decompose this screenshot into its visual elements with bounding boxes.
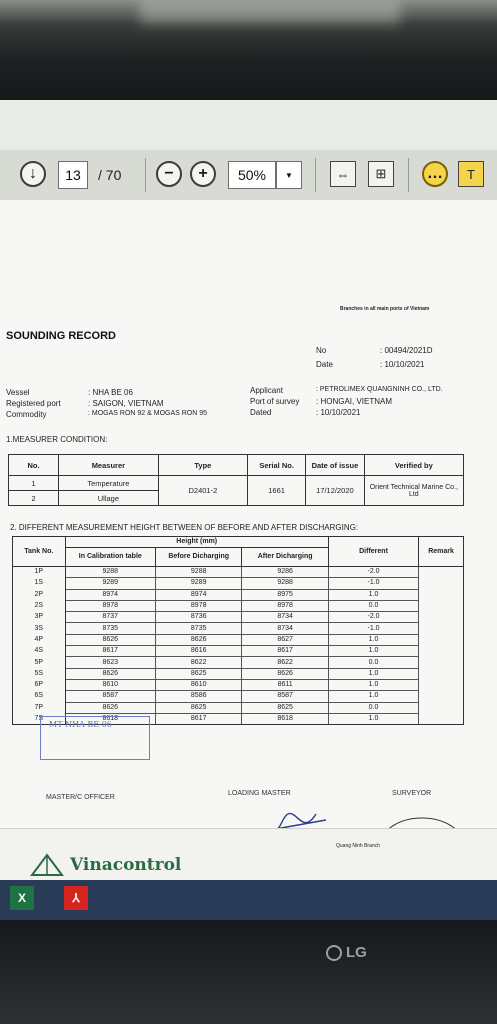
table-cell: 1.0 [328, 634, 418, 645]
table-row [13, 646, 464, 657]
fit-width-button[interactable] [330, 161, 356, 187]
table-cell: 8978 [155, 600, 241, 611]
table-cell: 2S [13, 600, 66, 611]
cell-remark [419, 612, 464, 623]
table-cell: 8617 [65, 646, 155, 657]
table-cell: 9288 [155, 567, 241, 578]
no-value: : 00494/2021D [380, 346, 433, 355]
table-cell: 1.0 [328, 713, 418, 724]
commodity-label: Commodity [6, 410, 47, 419]
applicant-value: : PETROLIMEX QUANGNINH CO., LTD. [316, 386, 443, 393]
table-cell: 8618 [242, 713, 328, 724]
cell-remark [419, 578, 464, 589]
table-cell: 1.0 [328, 589, 418, 600]
table-cell: 8625 [155, 702, 241, 713]
table-cell: 8974 [65, 589, 155, 600]
cell-remark [419, 679, 464, 690]
survey-port-value: : HONGAI, VIETNAM [316, 397, 393, 406]
header-before: Before Dicharging [155, 548, 241, 567]
header-cell: Measurer [59, 455, 159, 476]
table-cell: 8626 [65, 634, 155, 645]
cell-remark [419, 657, 464, 668]
table-cell: 4P [13, 634, 66, 645]
table-cell: 7S [13, 713, 66, 724]
zoom-level-input[interactable]: 50% [228, 161, 276, 189]
cell-verified-by: Orient Technical Marine Co., Ltd [364, 476, 463, 506]
toolbar-separator [145, 158, 146, 192]
excel-icon: X [17, 891, 26, 905]
table-header-row [13, 537, 464, 548]
table-cell: 8623 [65, 657, 155, 668]
table-cell: 3S [13, 623, 66, 634]
cell-remark [419, 623, 464, 634]
table-cell: 8586 [155, 691, 241, 702]
zoom-dropdown-button[interactable] [276, 161, 302, 189]
table-row [13, 623, 464, 634]
table-row [13, 578, 464, 589]
table-cell: 9288 [242, 578, 328, 589]
header-cell: Serial No. [248, 455, 306, 476]
cell-remark [419, 702, 464, 713]
table-cell: 9288 [65, 567, 155, 578]
text-tool-button[interactable] [458, 161, 484, 187]
table-cell: 0.0 [328, 702, 418, 713]
fit-width-icon: ⇔ [336, 166, 350, 182]
table-cell: 8617 [242, 646, 328, 657]
table-cell: 8626 [155, 634, 241, 645]
pdf-toolbar [0, 150, 497, 201]
table-cell: 8737 [65, 612, 155, 623]
zoom-in-button[interactable] [190, 161, 216, 187]
table-cell: -1.0 [328, 623, 418, 634]
header-tank: Tank No. [13, 537, 66, 567]
lg-logo-icon [326, 945, 342, 961]
loading-master-label: LOADING MASTER [228, 790, 291, 797]
vinacontrol-logo-icon [30, 853, 64, 877]
cell-remark [419, 600, 464, 611]
page-total: / 70 [98, 167, 122, 183]
table-cell: 8734 [242, 612, 328, 623]
table-cell: 8617 [155, 713, 241, 724]
table-cell: 8622 [242, 657, 328, 668]
light-glare [140, 0, 400, 24]
table-cell: 0.0 [328, 657, 418, 668]
table-cell: 8611 [242, 679, 328, 690]
measurer-table [8, 454, 464, 506]
table-cell: 1P [13, 567, 66, 578]
dated-label: Dated [250, 408, 272, 417]
applicant-label: Applicant [250, 386, 283, 395]
table-cell: 1.0 [328, 691, 418, 702]
cell-serial: 1661 [248, 476, 306, 506]
table-cell: 1.0 [328, 679, 418, 690]
cell-remark [419, 691, 464, 702]
table-cell: 8626 [65, 702, 155, 713]
header-cell: Date of issue [306, 455, 365, 476]
cell-date-issue: 17/12/2020 [306, 476, 365, 506]
table-cell: 8736 [155, 612, 241, 623]
port-label: Registered port [6, 399, 61, 408]
comment-button[interactable] [422, 161, 448, 187]
vessel-stamp [40, 716, 150, 760]
table-cell: 8974 [155, 589, 241, 600]
cell-remark [419, 589, 464, 600]
table-cell: 9286 [242, 567, 328, 578]
cell-type: D2401-2 [158, 476, 247, 506]
table-cell: 4S [13, 646, 66, 657]
cell-no: 1 [9, 476, 59, 491]
table-row [13, 589, 464, 600]
cell-no: 2 [9, 491, 59, 506]
table-cell: 5P [13, 657, 66, 668]
cell-measurer: Ullage [59, 491, 159, 506]
table-cell: 6S [13, 691, 66, 702]
table-cell: -2.0 [328, 612, 418, 623]
pdf-page [0, 200, 497, 920]
table-cell: 8587 [242, 691, 328, 702]
no-label: No [316, 346, 327, 355]
table-header-row [9, 455, 464, 476]
acrobat-taskbar-button[interactable] [64, 886, 88, 910]
table-cell: -1.0 [328, 578, 418, 589]
table-cell: 8625 [242, 702, 328, 713]
table-row [13, 691, 464, 702]
page-number-input[interactable]: 13 [58, 161, 88, 189]
table-cell: 8618 [65, 713, 155, 724]
monitor-top-bezel [0, 0, 497, 100]
table-cell: 7P [13, 702, 66, 713]
table-cell: 6P [13, 679, 66, 690]
cell-remark [419, 567, 464, 578]
table-cell: 1S [13, 578, 66, 589]
chevron-down-icon: ▼ [285, 170, 293, 180]
table-row [13, 668, 464, 679]
table-cell: 0.0 [328, 600, 418, 611]
table-cell: 8978 [65, 600, 155, 611]
table-cell: 2P [13, 589, 66, 600]
table-cell: 8627 [242, 634, 328, 645]
table-cell: 9289 [155, 578, 241, 589]
table-cell: 8975 [242, 589, 328, 600]
date-label: Date [316, 360, 333, 369]
text-tool-icon: T [467, 166, 475, 182]
table-row [13, 702, 464, 713]
port-value: : SAIGON, VIETNAM [88, 399, 164, 408]
header-cell: Type [158, 455, 247, 476]
table-cell: 3P [13, 612, 66, 623]
arrow-down-icon: ↓ [29, 165, 37, 182]
fit-page-button[interactable] [368, 161, 394, 187]
table-row [13, 679, 464, 690]
table-cell: 8610 [155, 679, 241, 690]
table-cell: 8587 [65, 691, 155, 702]
table-cell: 8622 [155, 657, 241, 668]
toolbar-separator [408, 158, 409, 192]
plus-icon: + [198, 165, 208, 182]
section1-title: 1.MEASURER CONDITION: [6, 435, 108, 444]
table-cell: 8978 [242, 600, 328, 611]
table-cell: 1.0 [328, 668, 418, 679]
surveyor-label: SURVEYOR [392, 790, 432, 797]
table-row [13, 657, 464, 668]
table-row [13, 567, 464, 578]
table-row [13, 634, 464, 645]
monitor-screen [0, 100, 497, 920]
cell-remark [419, 713, 464, 724]
zoom-out-button[interactable] [156, 161, 182, 187]
header-after: After Dicharging [242, 548, 328, 567]
table-row [13, 612, 464, 623]
header-different: Different [328, 537, 418, 567]
cell-remark [419, 634, 464, 645]
monitor-logo [326, 944, 367, 961]
table-cell: 8616 [155, 646, 241, 657]
vessel-value: : NHA BE 06 [88, 388, 133, 397]
table-cell: 8625 [155, 668, 241, 679]
header-branches: Branches in all main ports of Vietnam [340, 306, 430, 312]
excel-taskbar-button[interactable] [10, 886, 34, 910]
table-row [13, 600, 464, 611]
speech-bubble-icon: … [427, 165, 443, 182]
table-cell: 8626 [242, 668, 328, 679]
acrobat-icon: ⅄ [72, 891, 80, 905]
windows-taskbar [0, 880, 497, 920]
survey-port-label: Port of survey [250, 397, 300, 406]
section2-title: 2. DIFFERENT MEASUREMENT HEIGHT BETWEEN OF BEFORE AND AFTER DISCHARGING: [10, 523, 359, 532]
brand-text: LG [346, 944, 367, 961]
document-title: SOUNDING RECORD [6, 330, 117, 342]
table-row [9, 476, 464, 491]
toolbar-separator [315, 158, 316, 192]
stamp-text: MT NHA BE 06 [49, 720, 112, 729]
fit-page-icon: ⊞ [375, 166, 387, 181]
dated-value: : 10/10/2021 [316, 408, 361, 417]
header-calibration: In Calibration table [65, 548, 155, 567]
table-cell: 8626 [65, 668, 155, 679]
header-height: Height (mm) [65, 537, 328, 548]
table-cell: 8735 [65, 623, 155, 634]
monitor-bottom-bezel [0, 920, 497, 1024]
table-cell: 8610 [65, 679, 155, 690]
table-cell: 9289 [65, 578, 155, 589]
commodity-value: : MOGAS RON 92 & MOGAS RON 95 [88, 410, 208, 417]
header-remark: Remark [419, 537, 464, 567]
previous-page-button[interactable] [20, 161, 46, 187]
date-value: : 10/10/2021 [380, 360, 425, 369]
table-cell: -2.0 [328, 567, 418, 578]
header-cell: Verified by [364, 455, 463, 476]
company-name: Vinacontrol [70, 855, 182, 875]
master-label: MASTER/C OFFICER [46, 794, 115, 801]
height-table [12, 536, 464, 725]
table-cell: 8735 [155, 623, 241, 634]
header-cell: No. [9, 455, 59, 476]
minus-icon: − [164, 165, 174, 182]
cell-measurer: Temperature [59, 476, 159, 491]
cell-remark [419, 646, 464, 657]
table-cell: 8734 [242, 623, 328, 634]
cell-remark [419, 668, 464, 679]
branch-info: Quang Ninh Branch [336, 843, 380, 849]
vessel-label: Vessel [6, 388, 30, 397]
table-cell: 5S [13, 668, 66, 679]
table-cell: 1.0 [328, 646, 418, 657]
